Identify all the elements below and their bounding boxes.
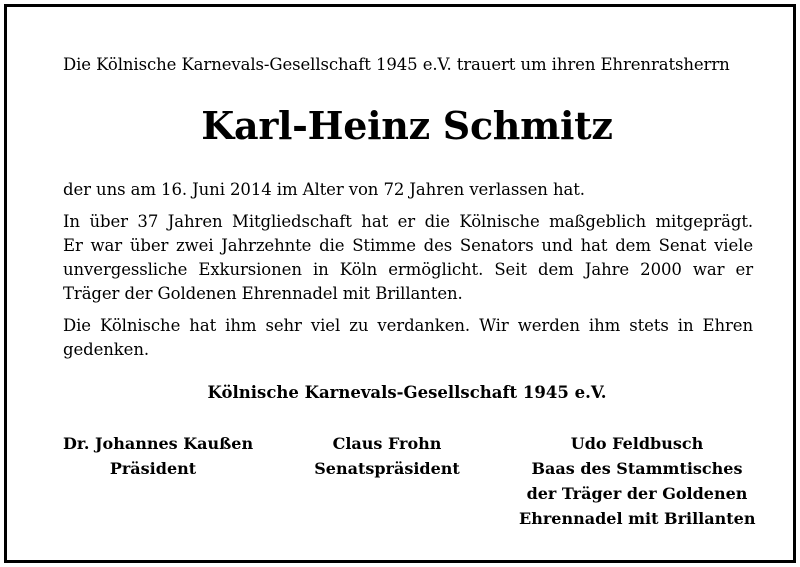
- signatory-name: Udo Feldbusch: [570, 434, 704, 453]
- paragraph-membership: [63, 210, 753, 306]
- signatory-title: der Träger der Goldenen: [526, 484, 748, 503]
- deceased-name: Karl-Heinz Schmitz: [201, 103, 613, 148]
- organization-name: Kölnische Karnevals-Gesellschaft 1945 e.V.: [207, 383, 607, 402]
- signatory-title: Ehrennadel mit Brillanten: [519, 509, 756, 528]
- signatory-name: Dr. Johannes Kaußen: [63, 434, 254, 453]
- signatory-title: Baas des Stammtisches: [531, 459, 743, 478]
- intro-text: Die Kölnische Karnevals-Gesellschaft 1945 e.V. trauert um ihren Ehrenratsherrn: [63, 55, 730, 74]
- paragraph-death-date: der uns am 16. Juni 2014 im Alter von 72 Jahren verlassen hat.: [63, 180, 585, 199]
- signatory-title: Senatspräsident: [314, 459, 460, 478]
- signatory-president: [63, 431, 254, 481]
- paragraph-line: Die Kölnische hat ihm sehr viel zu verdanken. Wir werden ihm stets in Ehren: [63, 316, 753, 335]
- signatory-name: Claus Frohn: [332, 434, 442, 453]
- paragraph-line: Er war über zwei Jahrzehnte die Stimme des Senators und hat dem Senat viele: [63, 236, 753, 255]
- paragraph-gratitude: [63, 314, 753, 362]
- paragraph-line: unvergessliche Exkursionen in Köln ermöglicht. Seit dem Jahre 2000 war er: [63, 260, 753, 279]
- signatory-stammtisch-baas: [519, 431, 755, 531]
- paragraph-line: Träger der Goldenen Ehrennadel mit Brillanten.: [63, 284, 463, 303]
- paragraph-line: In über 37 Jahren Mitgliedschaft hat er die Kölnische maßgeblich mitgeprägt.: [63, 212, 753, 231]
- signatory-title: Präsident: [109, 459, 197, 478]
- paragraph-line: gedenken.: [63, 340, 150, 359]
- signatory-senate-president: [302, 431, 472, 481]
- obituary-frame: [4, 4, 796, 563]
